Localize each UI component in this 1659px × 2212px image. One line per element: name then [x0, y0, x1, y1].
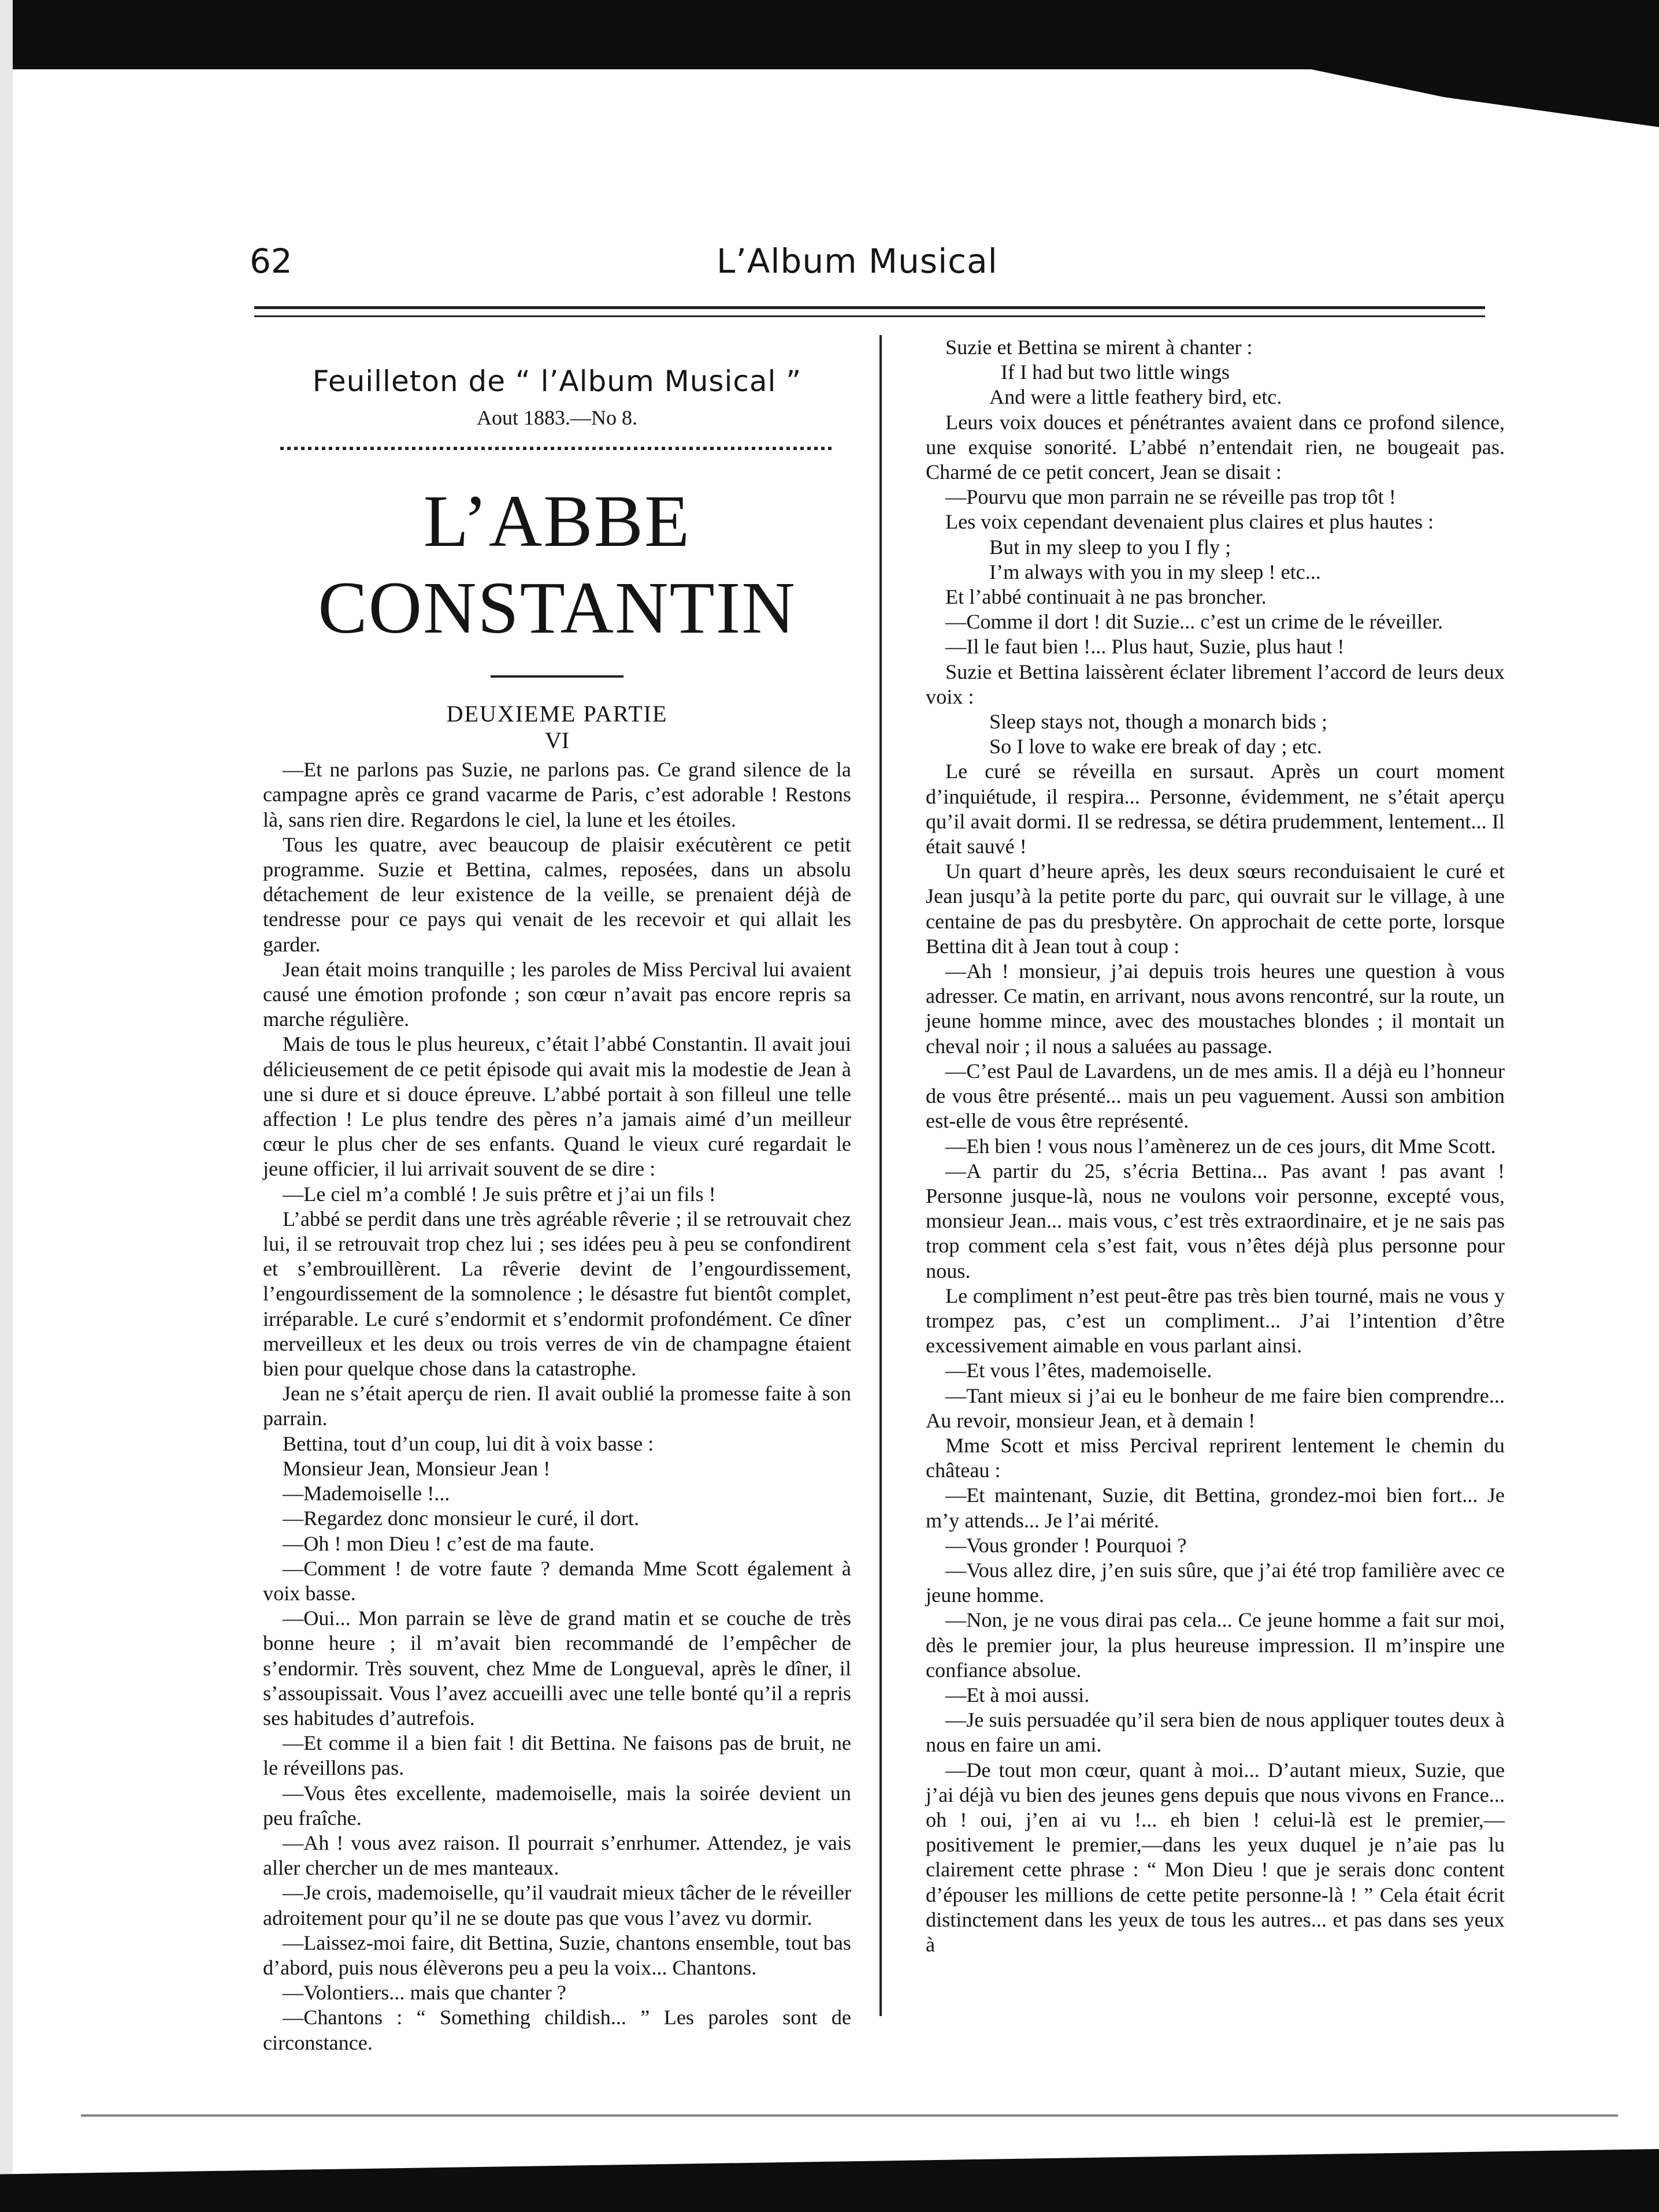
- journal-title: L’Album Musical: [717, 241, 998, 281]
- paragraph: Leurs voix douces et pénétrantes avaient dans ce profond silence, une exquise sonorité. L’abbé n’entendait rien, ne bougeait pas. Charmé de ce petit concert, Jean se disait :: [926, 410, 1505, 484]
- paragraph: —Vous allez dire, j’en suis sûre, que j’ai été trop familière avec ce jeune homme.: [926, 1558, 1505, 1607]
- paragraph: —Chantons : “ Something childish... ” Les paroles sont de circonstance.: [263, 2006, 851, 2054]
- paragraph: —Eh bien ! vous nous l’amènerez un de ces jours, dit Mme Scott.: [945, 1134, 1496, 1158]
- scan-left-edge: [0, 0, 13, 2212]
- song-verse-line: So I love to wake ere break of day ; etc.: [989, 735, 1322, 759]
- scan-bottom-line: [81, 2114, 1618, 2117]
- paragraph: Le compliment n’est peut-être pas très bien tourné, mais ne vous y trompez pas, c’est un compliment... J’ai l’intention d’être excessivement aimable en vous parlant ainsi.: [926, 1284, 1505, 1358]
- paragraph: —Tant mieux si j’ai eu le bonheur de me faire bien comprendre... Au revoir, monsieur Jean, et à demain !: [926, 1384, 1505, 1432]
- paragraph: Monsieur Jean, Monsieur Jean !: [283, 1456, 551, 1480]
- right-column: [926, 335, 1505, 1957]
- paragraph: —Et ne parlons pas Suzie, ne parlons pas. Ce grand silence de la campagne après ce grand vacarme de Paris, c’est adorable ! Restons là, sans rien dire. Regardons le ciel, la lune et les étoiles.: [263, 758, 851, 831]
- paragraph: —Il le faut bien !... Plus haut, Suzie, plus haut !: [945, 635, 1345, 659]
- paragraph: Les voix cependant devenaient plus claires et plus hautes :: [945, 510, 1434, 534]
- paragraph: —Vous gronder ! Pourquoi ?: [945, 1533, 1187, 1557]
- paragraph: —Volontiers... mais que chanter ?: [283, 1981, 566, 2005]
- paragraph: —Ah ! monsieur, j’ai depuis trois heures une question à vous adresser. Ce matin, en arrivant, nous avons rencontré, sur la route, un jeune homme mince, avec des moustaches blondes ; il montait un cheval noir ; il nous a saluées au passage.: [926, 960, 1505, 1058]
- paragraph: —Vous êtes excellente, mademoiselle, mais la soirée devient un peu fraîche.: [263, 1781, 851, 1830]
- paragraph: —Le ciel m’a comblé ! Je suis prêtre et j’ai un fils !: [283, 1182, 716, 1206]
- left-column: [263, 364, 851, 2055]
- page-number: 62: [250, 241, 292, 281]
- short-rule: [491, 675, 623, 678]
- song-verse-line: Sleep stays not, though a monarch bids ;: [989, 710, 1327, 734]
- paragraph: Suzie et Bettina se mirent à chanter :: [945, 336, 1253, 359]
- part-heading: DEUXIEME PARTIE: [446, 701, 668, 727]
- chapter-heading: VI: [544, 727, 570, 754]
- paragraph: —Mademoiselle !...: [283, 1482, 450, 1505]
- paragraph: Un quart d’heure après, les deux sœurs reconduisaient le curé et Jean jusqu’à la petite porte du parc, qui ouvrait sur le village, à une centaine de pas du presbytère. On approchait de cette porte, lorsque Bettina dit à Jean tout à coup :: [926, 860, 1505, 958]
- header-rule-thin: [254, 315, 1485, 317]
- song-verse-line: I’m always with you in my sleep ! etc...: [989, 560, 1321, 583]
- paragraph: —Et comme il a bien fait ! dit Bettina. Ne faisons pas de bruit, ne le réveillons pas.: [263, 1731, 851, 1780]
- paragraph: —Pourvu que mon parrain ne se réveille pas trop tôt !: [945, 485, 1396, 509]
- paragraph: Jean ne s’était aperçu de rien. Il avait oublié la promesse faite à son parrain.: [263, 1382, 851, 1430]
- scan-corner-shadow: [1300, 52, 1659, 127]
- paragraph: —Oh ! mon Dieu ! c’est de ma faute.: [283, 1531, 595, 1555]
- paragraph: —Laissez-moi faire, dit Bettina, Suzie, chantons ensemble, tout bas d’abord, puis nous élèverons peu a peu la voix... Chantons.: [263, 1931, 851, 1979]
- paragraph: Bettina, tout d’un coup, lui dit à voix basse :: [283, 1432, 654, 1455]
- song-verse-line: But in my sleep to you I fly ;: [989, 535, 1231, 559]
- paragraph: —Non, je ne vous dirai pas cela... Ce jeune homme a fait sur moi, dès le premier jour, la plus heureuse impression. Il m’inspire une confiance absolue.: [926, 1608, 1505, 1682]
- paragraph: L’abbé se perdit dans une très agréable rêverie ; il se retrouvait chez lui, il se retrouvait trop chez lui ; ses idées peu à peu se confondirent et s’embrouillèrent. La rêverie devint de l’engourdissement, l’engourdissement de la somnolence ; le désastre fut bientôt complet, irréparable. Le curé s’endormit et s’endormit profondément. Ce dîner merveilleux et les deux ou trois verres de vin de champagne étaient bien pour quelque chose dans la catastrophe.: [263, 1207, 851, 1381]
- paragraph: —Oui... Mon parrain se lève de grand matin et se couche de très bonne heure ; il m’avait bien recommandé de l’empêcher de s’endormir. Très souvent, chez Mme de Longueval, après le dîner, il s’assoupissait. Vous l’avez accueilli avec une telle bonté qu’il a repris ses habitudes d’autrefois.: [263, 1607, 851, 1730]
- song-verse-line: And were a little feathery bird, etc.: [989, 385, 1282, 409]
- paragraph: Mais de tous le plus heureux, c’était l’abbé Constantin. Il avait joui délicieusement de ce petit épisode qui avait mis la modestie de Jean à une si dure et si douce épreuve. L’abbé portait à son filleul une telle affection ! Le plus tendre des pères n’a jamais aimé d’un meilleur cœur le plus cher de ses enfants. Quand le vieux curé regardait le jeune officier, il lui arrivait souvent de se dire :: [263, 1032, 851, 1181]
- paragraph: Tous les quatre, avec beaucoup de plaisir exécutèrent ce petit programme. Suzie et Bettina, calmes, reposées, dans un absolu détachement de leur existence de la veille, se prenaient déjà de tendresse pour ce pays qui venait de les recevoir et qui allait les garder.: [263, 832, 851, 956]
- paragraph: Mme Scott et miss Percival reprirent lentement le chemin du château :: [926, 1433, 1505, 1482]
- paragraph: —Je suis persuadée qu’il sera bien de nous appliquer toutes deux à nous en faire un ami.: [926, 1708, 1505, 1757]
- paragraph: —Et maintenant, Suzie, dit Bettina, grondez-moi bien fort... Je m’y attends... Je l’ai mérité.: [926, 1484, 1505, 1532]
- paragraph: Suzie et Bettina laissèrent éclater librement l’accord de leurs deux voix :: [926, 660, 1505, 708]
- paragraph: Et l’abbé continuait à ne pas broncher.: [945, 585, 1267, 609]
- scan-bottom-border: [0, 2149, 1659, 2212]
- issue-line: Aout 1883.—No 8.: [477, 406, 637, 429]
- paragraph: —De tout mon cœur, quant à moi... D’autant mieux, Suzie, que j’ai déjà vu bien des jeunes gens depuis que nous vivons en France... oh ! oui, j’en ai vu !... eh bien ! celui-là est le premier,—positivement le premier,—dans les yeux duquel je n’aie pas lu clairement cette phrase : “ Mon Dieu ! que je serais donc content d’épouser les millions de cette petite personne-là ! ” Cela était écrit distinctement dans les yeux de tous les autres... et pas dans ses yeux à: [926, 1758, 1505, 1956]
- paragraph: —Je crois, mademoiselle, qu’il vaudrait mieux tâcher de le réveiller adroitement pour qu’il ne se doute pas que vous l’avez vu dormir.: [263, 1881, 851, 1930]
- paragraph: —Comme il dort ! dit Suzie... c’est un crime de le réveiller.: [945, 610, 1443, 634]
- paragraph: Le curé se réveilla en sursaut. Après un court moment d’inquiétude, il respira... Personne, évidemment, ne s’était aperçu qu’il avait dormi. Il se redressa, se détira prudemment, lentement... Il était sauvé !: [926, 760, 1505, 858]
- paragraph: —C’est Paul de Lavardens, un de mes amis. Il a déjà eu l’honneur de vous être présenté... mais un peu vaguement. Aussi son ambition est-elle de vous être représenté.: [926, 1059, 1505, 1133]
- paragraph: —Et vous l’êtes, mademoiselle.: [945, 1359, 1212, 1382]
- paragraph: —Comment ! de votre faute ? demanda Mme Scott également à voix basse.: [263, 1556, 851, 1605]
- song-verse-line: If I had but two little wings: [1001, 360, 1230, 384]
- column-divider: [879, 335, 882, 2016]
- paragraph: —Et à moi aussi.: [945, 1683, 1090, 1707]
- paragraph: —A partir du 25, s’écria Bettina... Pas avant ! pas avant ! Personne jusque-là, nous ne voulons voir personne, excepté vous, monsieur Jean... mais vous, c’est très extraordinaire, et je ne sais pas trop comment cela s’est fait, vous n’êtes déjà plus personne pour nous.: [926, 1159, 1505, 1282]
- header-rule: [254, 306, 1485, 309]
- paragraph: —Ah ! vous avez raison. Il pourrait s’enrhumer. Attendez, je vais aller chercher un de mes manteaux.: [263, 1831, 851, 1880]
- paragraph: Jean était moins tranquille ; les paroles de Miss Percival lui avaient causé une émotion profonde ; son cœur n’avait pas encore repris sa marche régulière.: [263, 957, 851, 1031]
- feuilleton-heading: Feuilleton de “ l’Album Musical ”: [312, 365, 802, 398]
- paragraph: —Regardez donc monsieur le curé, il dort.: [283, 1507, 639, 1530]
- ornamental-rule: [280, 444, 834, 452]
- story-title: L’ABBE CONSTANTIN: [318, 480, 796, 649]
